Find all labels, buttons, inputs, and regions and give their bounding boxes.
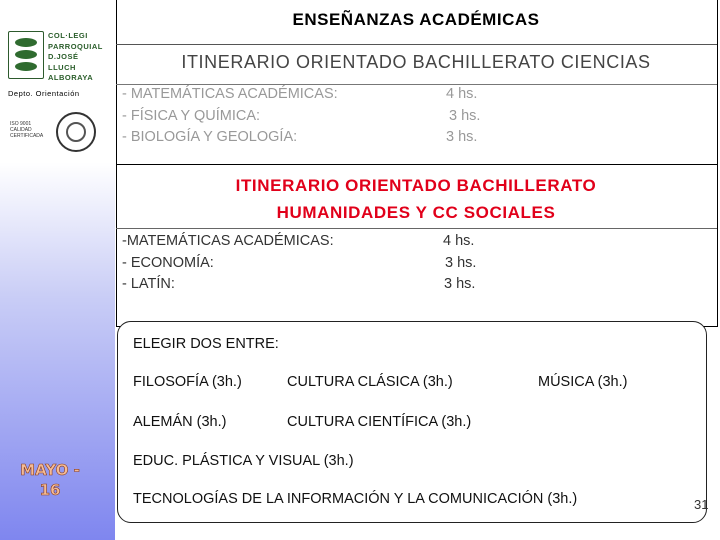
divider [116, 228, 717, 229]
leaf-emblem-icon [8, 31, 44, 79]
elective-option: CULTURA CLÁSICA (3h.) [287, 374, 453, 390]
certification-logo [2, 108, 98, 160]
elective-option: MÚSICA (3h.) [538, 374, 628, 390]
subject-name: - ECONOMÍA: [122, 254, 214, 271]
divider [116, 44, 717, 45]
certification-seal-icon [56, 112, 96, 152]
ciencias-hours-list [446, 84, 480, 149]
subject-hours: 4 hs. [443, 233, 475, 249]
elective-option: EDUC. PLÁSTICA Y VISUAL (3h.) [133, 453, 354, 469]
ciencias-subject-list [122, 84, 338, 149]
subject-name: - MATEMÁTICAS ACADÉMICAS: [122, 86, 338, 102]
subject-hours: 3 hs. [446, 129, 478, 145]
school-logo [4, 26, 103, 84]
humanidades-hours-list [443, 231, 476, 296]
elective-option: ALEMÁN (3h.) [133, 414, 227, 430]
subject-name: -MATEMÁTICAS ACADÉMICAS: [122, 233, 334, 249]
certification-text: ISO 9001 CALIDAD CERTIFICADA [10, 121, 44, 139]
date-label: MAYO - 16 [20, 461, 80, 499]
subject-hours: 3 hs. [445, 254, 477, 271]
elective-option: CULTURA CIENTÍFICA (3h.) [287, 414, 472, 430]
elective-option: FILOSOFÍA (3h.) [133, 374, 242, 390]
subject-name: - LATÍN: [122, 276, 175, 292]
sidebar [0, 0, 115, 540]
elective-option: TECNOLOGÍAS DE LA INFORMACIÓN Y LA COMUNICACIÓN (3h.) [133, 491, 578, 507]
subject-name: - FÍSICA Y QUÍMICA: [122, 107, 261, 124]
elective-heading: ELEGIR DOS ENTRE: [133, 336, 279, 352]
subject-name: - BIOLOGÍA Y GEOLOGÍA: [122, 129, 298, 145]
subject-hours: 3 hs. [449, 107, 481, 124]
ciencias-title: ITINERARIO ORIENTADO BACHILLERATO CIENCIAS [181, 52, 651, 72]
page-number: 31 [694, 497, 709, 512]
subject-hours: 3 hs. [444, 276, 476, 292]
page-title: ENSEÑANZAS ACADÉMICAS [292, 10, 540, 29]
subject-hours: 4 hs. [446, 86, 478, 102]
school-name: COL·LEGI PARROQUIAL D.JOSÉ LLUCH ALBORAYA [48, 31, 103, 82]
department-label: Depto. Orientación [8, 89, 80, 98]
humanidades-title: ITINERARIO ORIENTADO BACHILLERATO HUMANIDADES Y CC SOCIALES [235, 176, 597, 222]
humanidades-subject-list [122, 231, 334, 296]
